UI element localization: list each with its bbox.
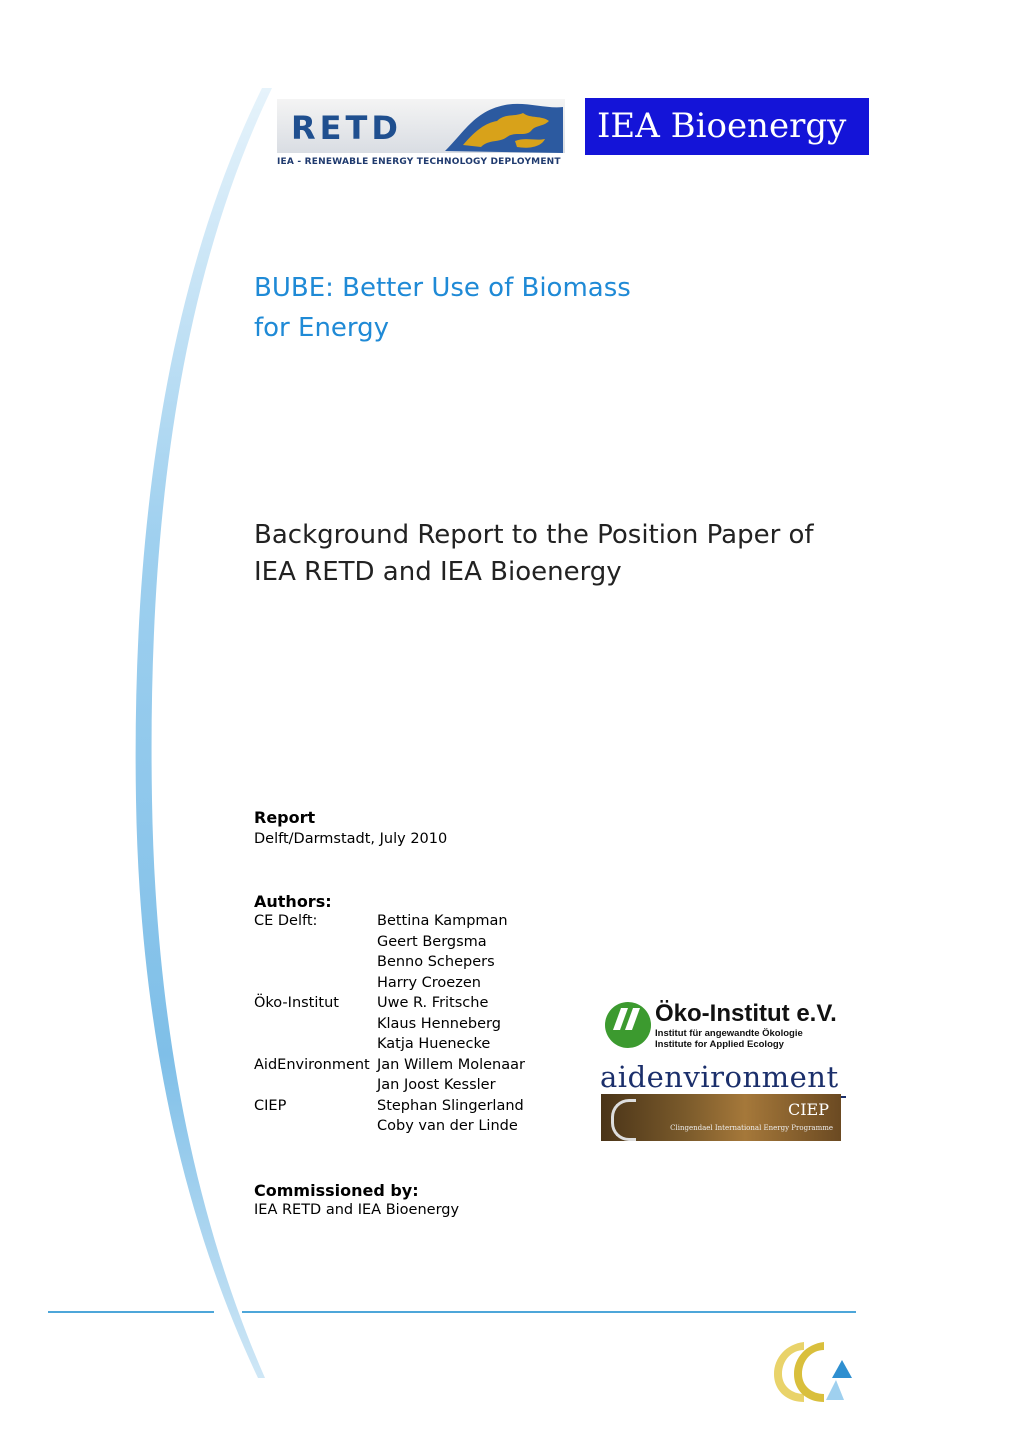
aidenvironment-logo-text: aidenvironment xyxy=(600,1060,839,1094)
author-name: Klaus Henneberg xyxy=(377,1015,501,1032)
author-organization xyxy=(254,975,377,996)
author-organization xyxy=(254,1118,377,1139)
author-row xyxy=(254,1057,525,1078)
author-organization: AidEnvironment xyxy=(254,1056,370,1073)
europe-map-icon xyxy=(445,101,563,153)
report-label: Report xyxy=(254,808,316,827)
footer-divider-left xyxy=(48,1311,214,1313)
author-row xyxy=(254,995,525,1016)
author-organization: CE Delft: xyxy=(254,913,318,929)
footer-divider-right xyxy=(242,1311,856,1313)
author-organization xyxy=(254,954,377,975)
iea-bioenergy-logo-text: IEA Bioenergy xyxy=(597,106,847,146)
oeko-institut-logo xyxy=(605,1000,837,1052)
author-row xyxy=(254,1118,525,1139)
author-name: Jan Willem Molenaar xyxy=(377,1056,525,1073)
authors-label: Authors: xyxy=(254,892,332,911)
author-name: Stephan Slingerland xyxy=(377,1097,524,1114)
document-subtitle-line1: Background Report to the Position Paper of xyxy=(254,520,814,550)
author-row xyxy=(254,975,525,996)
iea-bioenergy-logo xyxy=(585,98,869,155)
decorative-arc xyxy=(0,0,300,1443)
document-title-line1: BUBE: Better Use of Biomass xyxy=(254,273,631,303)
author-name: Uwe R. Fritsche xyxy=(377,995,489,1011)
retd-logo xyxy=(277,99,565,171)
author-organization xyxy=(254,1077,377,1098)
author-organization: Öko-Institut xyxy=(254,995,339,1011)
oeko-logo-line2: Institute for Applied Ecology xyxy=(655,1039,784,1050)
author-organization xyxy=(254,934,377,955)
author-name: Jan Joost Kessler xyxy=(377,1077,496,1093)
ciep-logo-name: CIEP xyxy=(787,1100,829,1119)
document-subtitle xyxy=(254,517,814,591)
author-organization xyxy=(254,1016,377,1037)
oeko-leaf-icon xyxy=(605,1002,651,1048)
commissioned-value: IEA RETD and IEA Bioenergy xyxy=(254,1202,460,1218)
aidenvironment-logo xyxy=(600,1060,839,1094)
author-organization xyxy=(254,1036,377,1057)
ciep-emblem-icon xyxy=(611,1099,636,1141)
ce-delft-logo-icon xyxy=(770,1338,856,1406)
author-row xyxy=(254,1036,525,1057)
author-row xyxy=(254,913,525,934)
oeko-logo-name: Öko-Institut e.V. xyxy=(655,1000,837,1027)
retd-logo-tagline: IEA - RENEWABLE ENERGY TECHNOLOGY DEPLOYMENT xyxy=(277,157,561,167)
document-title xyxy=(254,268,631,348)
oeko-logo-line1: Institut für angewandte Ökologie xyxy=(655,1028,803,1039)
author-name: Geert Bergsma xyxy=(377,933,487,950)
report-place-date: Delft/Darmstadt, July 2010 xyxy=(254,831,448,847)
author-name: Bettina Kampman xyxy=(377,913,508,929)
author-row xyxy=(254,1016,525,1037)
document-title-line2: for Energy xyxy=(254,313,390,343)
author-row xyxy=(254,934,525,955)
author-row xyxy=(254,954,525,975)
author-row xyxy=(254,1077,525,1098)
document-subtitle-line2: IEA RETD and IEA Bioenergy xyxy=(254,557,622,587)
author-name: Benno Schepers xyxy=(377,954,495,970)
ciep-logo xyxy=(601,1094,841,1141)
author-organization: CIEP xyxy=(254,1097,287,1114)
authors-table xyxy=(254,913,525,1139)
commissioned-label: Commissioned by: xyxy=(254,1181,419,1200)
retd-logo-word: RETD xyxy=(291,109,402,147)
author-name: Katja Huenecke xyxy=(377,1036,491,1052)
author-name: Coby van der Linde xyxy=(377,1118,518,1134)
ciep-logo-sub: Clingendael International Energy Programme xyxy=(670,1124,833,1132)
author-name: Harry Croezen xyxy=(377,974,481,991)
author-row xyxy=(254,1098,525,1119)
